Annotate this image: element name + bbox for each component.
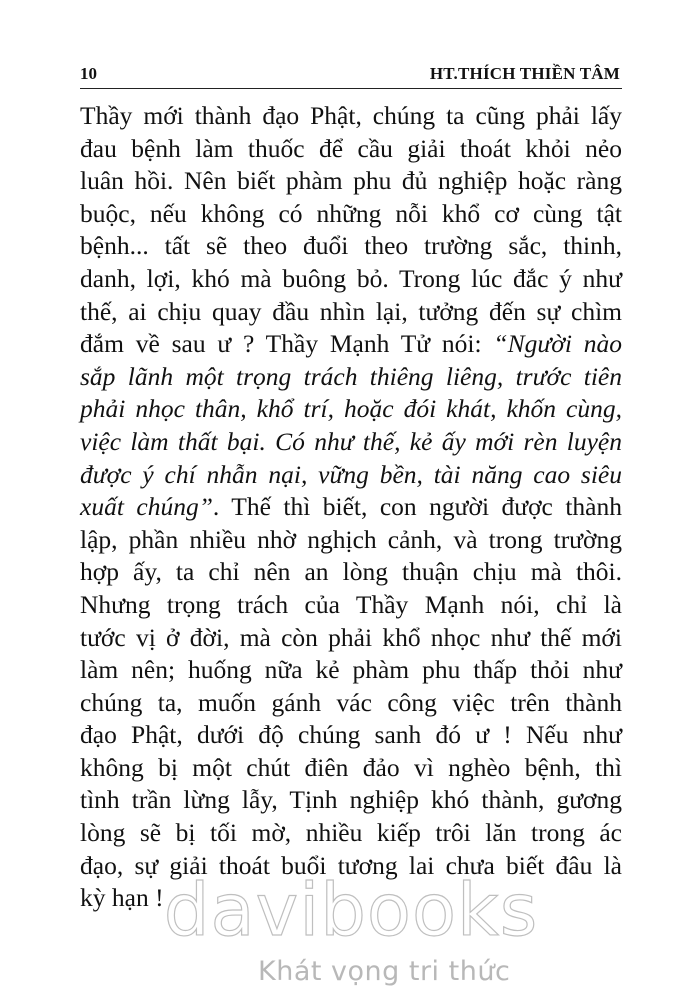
quote-run: “Người nào bbox=[493, 329, 622, 359]
page-number: 10 bbox=[80, 64, 97, 83]
text-line: tình trần lừng lẫy, Tịnh nghiệp khó thành, gương bbox=[80, 785, 622, 815]
watermark-tagline: Khát vọng tri thức bbox=[258, 956, 511, 987]
text-line: làm nên; huống nữa kẻ phàm phu thấp thỏi như bbox=[80, 655, 622, 685]
running-header bbox=[80, 64, 620, 86]
quote-line: việc làm thất bại. Có như thế, kẻ ấy mới rèn luyện bbox=[80, 426, 622, 456]
text-line: chúng ta, muốn gánh vác công việc trên thành bbox=[80, 687, 622, 717]
text-line: lòng sẽ bị tối mờ, nhiều kiếp trôi lăn trong ác bbox=[80, 818, 622, 848]
text-line: tước vị ở đời, mà còn phải khổ nhọc như thế mới bbox=[80, 622, 622, 652]
text-line: thế, ai chịu quay đầu nhìn lại, tưởng đến sự chìm bbox=[80, 296, 622, 326]
text-line: hợp ấy, ta chỉ nên an lòng thuận chịu mà thôi. bbox=[80, 557, 622, 587]
text-line bbox=[80, 328, 622, 361]
text-line: danh, lợi, khó mà buông bỏ. Trong lúc đắc ý như bbox=[80, 263, 622, 293]
text-line: không bị một chút điên đảo vì nghèo bệnh, thì bbox=[80, 752, 622, 782]
watermark-brand: davibooks bbox=[163, 868, 539, 952]
text-line: lập, phần nhiều nhờ nghịch cảnh, và trong trường bbox=[80, 524, 622, 554]
quote-run: xuất chúng” bbox=[80, 492, 213, 522]
text-line: Nhưng trọng trách của Thầy Mạnh nói, chỉ là bbox=[80, 589, 622, 619]
text-line: bệnh... tất sẽ theo đuổi theo trường sắc, thinh, bbox=[80, 231, 622, 261]
quote-line: được ý chí nhẫn nại, vững bền, tài năng cao siêu bbox=[80, 459, 622, 489]
text-line: kỳ hạn ! bbox=[80, 883, 164, 913]
text-line: đạo Phật, dưới độ chúng sanh đó ư ! Nếu như bbox=[80, 720, 622, 750]
text-run: . Thế thì biết, con người được thành bbox=[212, 492, 622, 522]
text-line: đạo, sự giải thoát buổi tương lai chưa biết đâu là bbox=[80, 850, 622, 880]
text-line: buộc, nếu không có những nỗi khổ cơ cùng tật bbox=[80, 198, 622, 228]
text-line: luân hồi. Nên biết phàm phu đủ nghiệp hoặc ràng bbox=[80, 166, 622, 196]
text-line: đau bệnh làm thuốc để cầu giải thoát khỏi nẻo bbox=[80, 133, 622, 163]
header-rule bbox=[80, 88, 622, 89]
text-line bbox=[80, 491, 622, 524]
body-text bbox=[80, 100, 622, 915]
text-run: đắm về sau ư ? Thầy Mạnh Tử nói: bbox=[80, 329, 494, 359]
running-title: HT.THÍCH THIỀN TÂM bbox=[429, 64, 620, 83]
text-line: Thầy mới thành đạo Phật, chúng ta cũng phải lấy bbox=[80, 101, 622, 130]
quote-line: sắp lãnh một trọng trách thiêng liêng, trước tiên bbox=[80, 361, 622, 391]
quote-line: phải nhọc thân, khổ trí, hoặc đói khát, khốn cùng, bbox=[80, 394, 622, 424]
